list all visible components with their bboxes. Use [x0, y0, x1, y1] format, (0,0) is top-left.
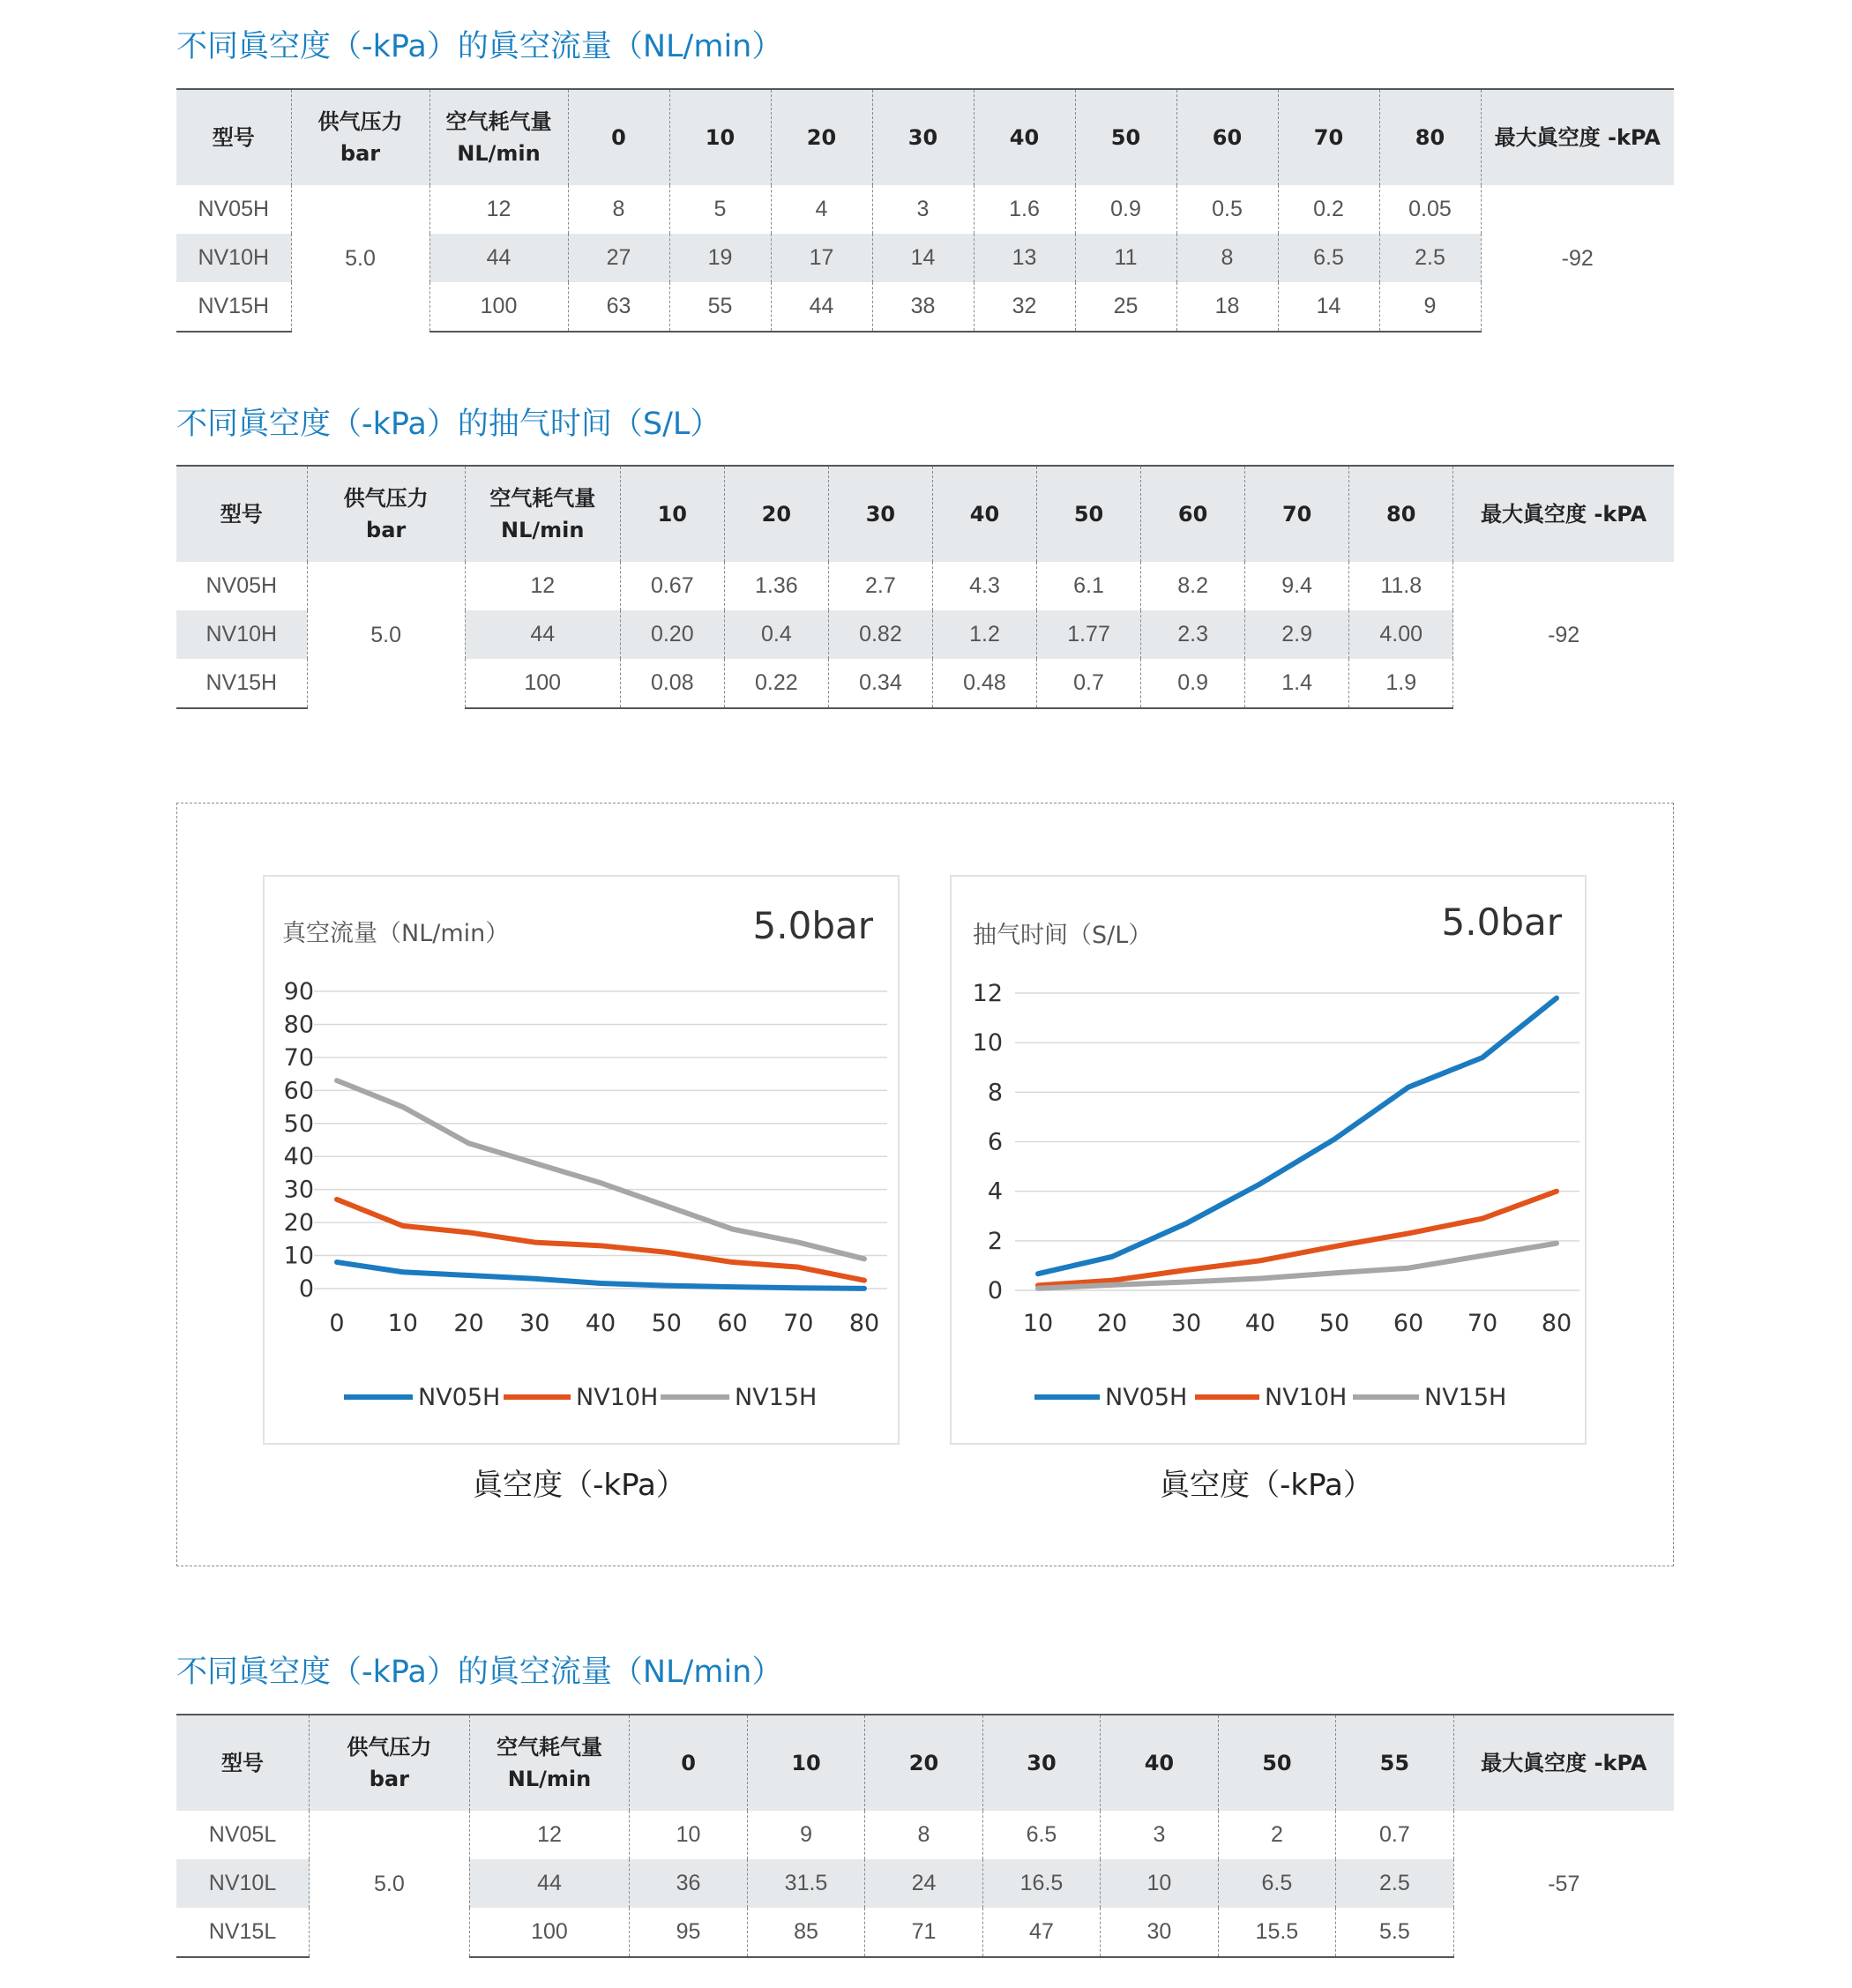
- column-header-label: 20: [806, 125, 837, 150]
- x-tick-label: 10: [387, 1310, 418, 1337]
- x-tick-label: 20: [453, 1310, 484, 1337]
- value-cell: 95: [630, 1908, 747, 1957]
- value-cell: 4.3: [932, 562, 1036, 610]
- column-header: [932, 466, 1036, 562]
- pressure-cell: 5.0: [307, 562, 465, 708]
- table-header-row: [176, 1715, 1674, 1811]
- model-cell: NV05H: [205, 573, 278, 598]
- column-header: [1453, 466, 1674, 562]
- column-header-label: 10: [791, 1751, 821, 1775]
- table-row: [176, 185, 1674, 234]
- legend-label: NV10H: [1265, 1384, 1348, 1411]
- value-cell: 0.08: [620, 659, 724, 708]
- value-cell: 0.34: [828, 659, 932, 708]
- value-cell: 2.3: [1141, 610, 1245, 659]
- value-cell: 10: [630, 1811, 747, 1859]
- x-tick-label: 70: [1467, 1310, 1498, 1337]
- column-header: [1379, 89, 1481, 185]
- column-header-label: 50: [1262, 1751, 1292, 1775]
- value-cell: 0.9: [1075, 185, 1176, 234]
- max-vacuum-cell: -92: [1481, 185, 1674, 332]
- max-vacuum-cell: -92: [1453, 562, 1674, 708]
- column-header-label: 40: [1009, 125, 1040, 150]
- value-cell: 31.5: [747, 1859, 864, 1908]
- value-cell: 6.5: [1278, 234, 1379, 282]
- value-cell: 6.5: [1218, 1859, 1335, 1908]
- value-cell: 0.22: [724, 659, 828, 708]
- model-cell: NV10H: [176, 234, 291, 282]
- flow-chart: [263, 875, 900, 1445]
- y-tick-label: 50: [283, 1110, 314, 1138]
- legend-label: NV15H: [735, 1384, 818, 1411]
- section-title-flow-h: 不同眞空度（-kPa）的眞空流量（NL/min）: [176, 29, 783, 64]
- column-header: [307, 466, 465, 562]
- column-header: [568, 89, 669, 185]
- evac-time-chart-xlabel: 眞空度（-kPa）: [1160, 1468, 1373, 1503]
- y-tick-label: 20: [283, 1209, 314, 1237]
- value-cell: 25: [1075, 282, 1176, 332]
- value-cell: 0.4: [724, 610, 828, 659]
- y-tick-label: 12: [972, 980, 1003, 1007]
- column-header-label: 70: [1281, 502, 1312, 527]
- model-cell: NV10H: [176, 610, 307, 659]
- column-header: [747, 1715, 864, 1811]
- chart-svg: [952, 877, 1585, 1443]
- chart-title: 真空流量（NL/min）: [282, 920, 510, 947]
- value-cell: 1.77: [1037, 610, 1141, 659]
- model-cell: NV15H: [176, 659, 307, 708]
- column-header-label: 60: [1177, 502, 1208, 527]
- y-tick-label: 30: [283, 1176, 314, 1204]
- column-header-label: 供气压力: [317, 109, 403, 134]
- value-cell: 2.5: [1336, 1859, 1453, 1908]
- column-header-label: 50: [1110, 125, 1141, 150]
- evac-time-chart: [950, 875, 1587, 1445]
- table-row: [176, 1811, 1674, 1859]
- column-header-unit: NL/min: [500, 518, 585, 542]
- value-cell: 47: [982, 1908, 1100, 1957]
- column-header-label: 50: [1073, 502, 1104, 527]
- column-header-label: 70: [1313, 125, 1344, 150]
- consumption-cell: 12: [429, 185, 568, 234]
- column-header-label: 型号: [220, 502, 263, 527]
- y-tick-label: 4: [987, 1177, 1003, 1206]
- value-cell: 2.5: [1379, 234, 1481, 282]
- x-tick-label: 50: [1318, 1310, 1350, 1337]
- value-cell: 19: [669, 234, 771, 282]
- column-header-label: 80: [1386, 502, 1416, 527]
- consumption-cell: 44: [469, 1859, 630, 1908]
- value-cell: 36: [630, 1859, 747, 1908]
- value-cell: 71: [865, 1908, 982, 1957]
- max-vacuum-cell: -57: [1453, 1811, 1674, 1957]
- value-cell: 3: [872, 185, 974, 234]
- x-tick-label: 70: [783, 1310, 814, 1337]
- consumption-cell: 44: [429, 234, 568, 282]
- column-header-label: 供气压力: [343, 486, 429, 511]
- column-header-label: 55: [1379, 1751, 1410, 1775]
- column-header: [1176, 89, 1278, 185]
- value-cell: 6.5: [982, 1811, 1100, 1859]
- value-cell: 0.7: [1336, 1811, 1453, 1859]
- value-cell: 11: [1075, 234, 1176, 282]
- y-tick-label: 90: [283, 978, 314, 1005]
- value-cell: 0.82: [828, 610, 932, 659]
- chart-svg: [265, 877, 898, 1443]
- column-header: [176, 89, 291, 185]
- column-header-label: 最大眞空度 -kPA: [1481, 1751, 1647, 1775]
- column-header: [176, 466, 307, 562]
- consumption-cell: 12: [465, 562, 620, 610]
- x-tick-label: 80: [848, 1310, 880, 1337]
- column-header: [1349, 466, 1453, 562]
- value-cell: 1.6: [974, 185, 1075, 234]
- value-cell: 9.4: [1245, 562, 1349, 610]
- value-cell: 85: [747, 1908, 864, 1957]
- value-cell: 44: [771, 282, 872, 332]
- table-header-row: [176, 466, 1674, 562]
- flow-table-h: [176, 88, 1674, 333]
- value-cell: 32: [974, 282, 1075, 332]
- y-tick-label: 60: [283, 1077, 314, 1105]
- table-row: [176, 562, 1674, 610]
- value-cell: 10: [1101, 1859, 1218, 1908]
- pressure-cell: 5.0: [291, 185, 429, 332]
- x-tick-label: 80: [1541, 1310, 1572, 1337]
- chart-container: [176, 803, 1674, 1566]
- value-cell: 8: [568, 185, 669, 234]
- legend-label: NV10H: [576, 1384, 659, 1411]
- y-tick-label: 40: [283, 1143, 314, 1171]
- series-line-nv10h: [1038, 1192, 1557, 1286]
- column-header-label: 型号: [221, 1751, 265, 1775]
- value-cell: 8: [1176, 234, 1278, 282]
- series-line-nv05h: [1038, 998, 1557, 1274]
- column-header: [1336, 1715, 1453, 1811]
- column-header: [630, 1715, 747, 1811]
- column-header-label: 40: [969, 502, 1000, 527]
- value-cell: 27: [568, 234, 669, 282]
- value-cell: 15.5: [1218, 1908, 1335, 1957]
- value-cell: 17: [771, 234, 872, 282]
- value-cell: 1.36: [724, 562, 828, 610]
- column-header: [1075, 89, 1176, 185]
- column-header: [1481, 89, 1674, 185]
- column-header: [310, 1715, 470, 1811]
- y-tick-label: 0: [298, 1275, 314, 1303]
- y-tick-label: 80: [283, 1011, 314, 1039]
- x-tick-label: 30: [519, 1310, 550, 1337]
- column-header: [974, 89, 1075, 185]
- x-tick-label: 0: [329, 1310, 345, 1337]
- model-cell: NV05L: [208, 1822, 277, 1847]
- value-cell: 8: [865, 1811, 982, 1859]
- value-cell: 1.2: [932, 610, 1036, 659]
- value-cell: 8.2: [1141, 562, 1245, 610]
- value-cell: 63: [568, 282, 669, 332]
- column-header: [724, 466, 828, 562]
- value-cell: 16.5: [982, 1859, 1100, 1908]
- column-header: [620, 466, 724, 562]
- chart-pressure-label: 5.0bar: [1441, 901, 1562, 944]
- value-cell: 1.9: [1349, 659, 1453, 708]
- column-header-label: 空气耗气量: [489, 486, 596, 511]
- column-header-label: 20: [908, 1751, 939, 1775]
- column-header-unit: bar: [340, 141, 381, 166]
- column-header-label: 30: [1027, 1751, 1057, 1775]
- y-tick-label: 2: [987, 1227, 1003, 1255]
- flow-table-l: [176, 1714, 1674, 1958]
- value-cell: 3: [1101, 1811, 1218, 1859]
- value-cell: 0.7: [1037, 659, 1141, 708]
- column-header-label: 0: [611, 125, 626, 150]
- y-tick-label: 10: [283, 1242, 314, 1270]
- column-header: [1037, 466, 1141, 562]
- model-cell: NV05H: [198, 197, 270, 221]
- value-cell: 24: [865, 1859, 982, 1908]
- value-cell: 14: [872, 234, 974, 282]
- value-cell: 1.4: [1245, 659, 1349, 708]
- column-header: [669, 89, 771, 185]
- value-cell: 0.48: [932, 659, 1036, 708]
- column-header: [982, 1715, 1100, 1811]
- x-tick-label: 10: [1022, 1310, 1054, 1337]
- column-header: [1218, 1715, 1335, 1811]
- column-header-label: 供气压力: [347, 1735, 432, 1760]
- value-cell: 0.9: [1141, 659, 1245, 708]
- value-cell: 5: [669, 185, 771, 234]
- pressure-cell: 5.0: [310, 1811, 470, 1957]
- chart-title: 抽气时间（S/L）: [973, 922, 1153, 949]
- value-cell: 4.00: [1349, 610, 1453, 659]
- column-header-label: 空气耗气量: [496, 1735, 602, 1760]
- column-header: [771, 89, 872, 185]
- x-tick-label: 60: [717, 1310, 748, 1337]
- consumption-cell: 100: [465, 659, 620, 708]
- value-cell: 6.1: [1037, 562, 1141, 610]
- column-header-unit: bar: [369, 1767, 409, 1791]
- column-header: [828, 466, 932, 562]
- model-cell: NV15L: [176, 1908, 310, 1957]
- column-header: [1245, 466, 1349, 562]
- value-cell: 5.5: [1336, 1908, 1453, 1957]
- legend-label: NV15H: [1424, 1384, 1507, 1411]
- model-cell: NV15H: [176, 282, 291, 332]
- y-tick-label: 6: [987, 1128, 1003, 1156]
- column-header: [1101, 1715, 1218, 1811]
- column-header-label: 0: [681, 1751, 696, 1775]
- y-tick-label: 8: [987, 1079, 1003, 1107]
- value-cell: 0.2: [1278, 185, 1379, 234]
- consumption-cell: 44: [465, 610, 620, 659]
- column-header-label: 10: [657, 502, 687, 527]
- x-tick-label: 50: [651, 1310, 682, 1337]
- table-header-row: [176, 89, 1674, 185]
- column-header-unit: NL/min: [457, 141, 541, 166]
- value-cell: 9: [747, 1811, 864, 1859]
- consumption-cell: 12: [469, 1811, 630, 1859]
- column-header: [176, 1715, 310, 1811]
- model-cell: NV10L: [176, 1859, 310, 1908]
- value-cell: 18: [1176, 282, 1278, 332]
- x-tick-label: 20: [1096, 1310, 1128, 1337]
- x-tick-label: 40: [585, 1310, 616, 1337]
- x-tick-label: 30: [1170, 1310, 1202, 1337]
- column-header: [865, 1715, 982, 1811]
- value-cell: 9: [1379, 282, 1481, 332]
- value-cell: 4: [771, 185, 872, 234]
- value-cell: 55: [669, 282, 771, 332]
- column-header-label: 空气耗气量: [445, 109, 552, 134]
- column-header-label: 最大眞空度 -kPA: [1481, 502, 1647, 527]
- column-header-label: 60: [1212, 125, 1243, 150]
- x-tick-label: 60: [1393, 1310, 1424, 1337]
- chart-pressure-label: 5.0bar: [752, 904, 873, 947]
- legend-label: NV05H: [1105, 1384, 1188, 1411]
- value-cell: 0.20: [620, 610, 724, 659]
- y-tick-label: 0: [987, 1277, 1003, 1304]
- value-cell: 0.05: [1379, 185, 1481, 234]
- column-header: [429, 89, 568, 185]
- consumption-cell: 100: [469, 1908, 630, 1957]
- column-header-unit: NL/min: [507, 1767, 592, 1791]
- column-header: [872, 89, 974, 185]
- column-header-label: 30: [865, 502, 896, 527]
- column-header: [1278, 89, 1379, 185]
- section-title-flow-l: 不同眞空度（-kPa）的眞空流量（NL/min）: [176, 1655, 783, 1690]
- value-cell: 2: [1218, 1811, 1335, 1859]
- value-cell: 38: [872, 282, 974, 332]
- x-tick-label: 40: [1244, 1310, 1276, 1337]
- column-header-label: 30: [907, 125, 938, 150]
- value-cell: 11.8: [1349, 562, 1453, 610]
- column-header-label: 10: [705, 125, 736, 150]
- section-title-evac-time: 不同眞空度（-kPa）的抽气时间（S/L）: [176, 407, 721, 442]
- column-header-label: 20: [761, 502, 792, 527]
- y-tick-label: 70: [283, 1043, 314, 1072]
- y-tick-label: 10: [972, 1029, 1003, 1058]
- value-cell: 0.67: [620, 562, 724, 610]
- legend-label: NV05H: [418, 1384, 501, 1411]
- value-cell: 2.9: [1245, 610, 1349, 659]
- value-cell: 14: [1278, 282, 1379, 332]
- column-header: [291, 89, 429, 185]
- series-line-nv15h: [337, 1080, 864, 1259]
- consumption-cell: 100: [429, 282, 568, 332]
- flow-chart-xlabel: 眞空度（-kPa）: [473, 1468, 686, 1503]
- value-cell: 2.7: [828, 562, 932, 610]
- column-header-label: 最大眞空度 -kPA: [1494, 125, 1661, 150]
- column-header: [469, 1715, 630, 1811]
- value-cell: 13: [974, 234, 1075, 282]
- column-header-label: 80: [1415, 125, 1445, 150]
- column-header-label: 型号: [212, 125, 255, 150]
- column-header: [465, 466, 620, 562]
- column-header: [1453, 1715, 1674, 1811]
- value-cell: 30: [1101, 1908, 1218, 1957]
- evac-time-table: [176, 465, 1674, 709]
- value-cell: 0.5: [1176, 185, 1278, 234]
- column-header-unit: bar: [366, 518, 407, 542]
- column-header-label: 40: [1144, 1751, 1175, 1775]
- column-header: [1141, 466, 1245, 562]
